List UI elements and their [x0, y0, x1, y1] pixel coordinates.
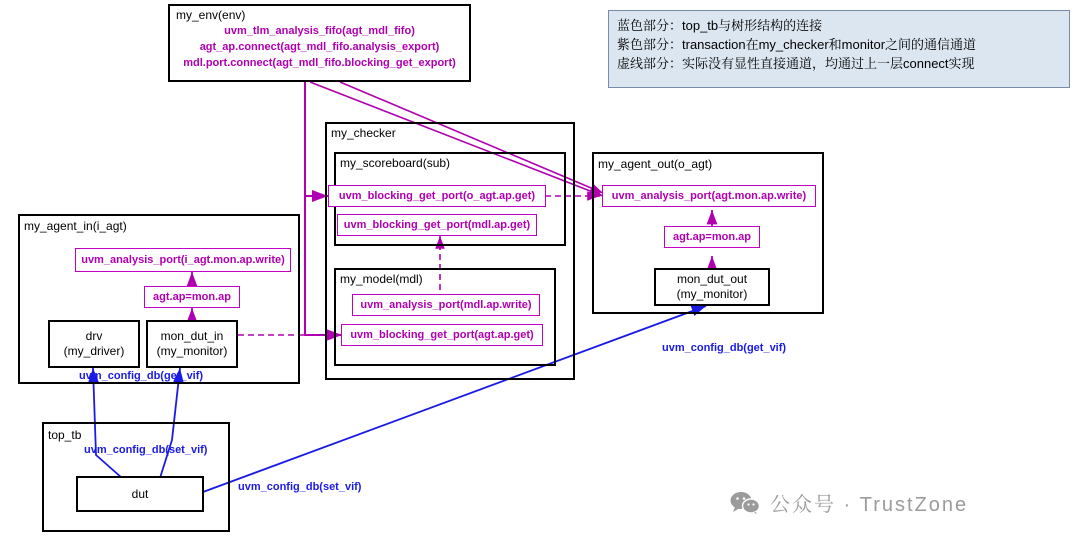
legend-panel [608, 10, 1070, 88]
mon-dut-out-label-2: (my_monitor) [676, 287, 748, 301]
my-agent-in-title: my_agent_in(i_agt) [24, 219, 127, 233]
mon-dut-in-label-2: (my_monitor) [156, 344, 228, 358]
drv-label-1: drv [85, 329, 103, 343]
my-checker-title: my_checker [331, 126, 396, 140]
drv-label-2: (my_driver) [63, 344, 125, 358]
legend-line-3: 虚线部分：实际没有显性直接通道，均通过上一层connect实现 [617, 55, 975, 71]
wechat-icon [730, 491, 760, 515]
env-connect-2: agt_ap.connect(agt_mdl_fifo.analysis_export) [199, 41, 440, 53]
agent-out-ap-alias: agt.ap=mon.ap [664, 226, 760, 248]
my-agent-out-title: my_agent_out(o_agt) [598, 157, 713, 171]
set-vif-dut-label: uvm_config_db(set_vif) [238, 481, 362, 493]
mon-dut-out-box [654, 268, 770, 306]
get-vif-agent-out-label: uvm_config_db(get_vif) [662, 342, 787, 354]
model-get-port: uvm_blocking_get_port(agt.ap.get) [341, 324, 543, 346]
my-model-title: my_model(mdl) [340, 272, 423, 286]
mon-dut-in-box [146, 320, 238, 368]
dut-label: dut [131, 486, 149, 501]
env-connect-1: uvm_tlm_analysis_fifo(agt_mdl_fifo) [224, 25, 415, 37]
top-tb-title: top_tb [48, 428, 82, 442]
mon-dut-out-label-1: mon_dut_out [676, 272, 748, 286]
watermark-text: 公众号 · TrustZone [770, 494, 969, 516]
env-connect-3: mdl.port.connect(agt_mdl_fifo.blocking_get_export) [183, 57, 456, 69]
scoreboard-get-port-o-agt: uvm_blocking_get_port(o_agt.ap.get) [328, 185, 546, 207]
set-vif-top-label: uvm_config_db(set_vif) [84, 444, 208, 456]
agent-in-ap-alias: agt.ap=mon.ap [144, 286, 240, 308]
agent-out-analysis-port: uvm_analysis_port(agt.mon.ap.write) [602, 185, 816, 207]
my-env-title: my_env(env) [176, 8, 246, 22]
get-vif-agent-in-label: uvm_config_db(get_vif) [79, 370, 204, 382]
model-analysis-port: uvm_analysis_port(mdl.ap.write) [352, 294, 540, 316]
drv-box [48, 320, 140, 368]
my-scoreboard-title: my_scoreboard(sub) [340, 156, 451, 170]
watermark [730, 488, 968, 517]
agent-in-analysis-port: uvm_analysis_port(i_agt.mon.ap.write) [75, 248, 291, 272]
legend-line-2: 紫色部分：transaction在my_checker和monitor之间的通信通道 [617, 36, 977, 52]
mon-dut-in-label-1: mon_dut_in [160, 329, 224, 343]
scoreboard-get-port-mdl: uvm_blocking_get_port(mdl.ap.get) [337, 214, 537, 236]
dut-box [76, 476, 204, 512]
legend-line-1: 蓝色部分：top_tb与树形结构的连接 [617, 18, 823, 33]
